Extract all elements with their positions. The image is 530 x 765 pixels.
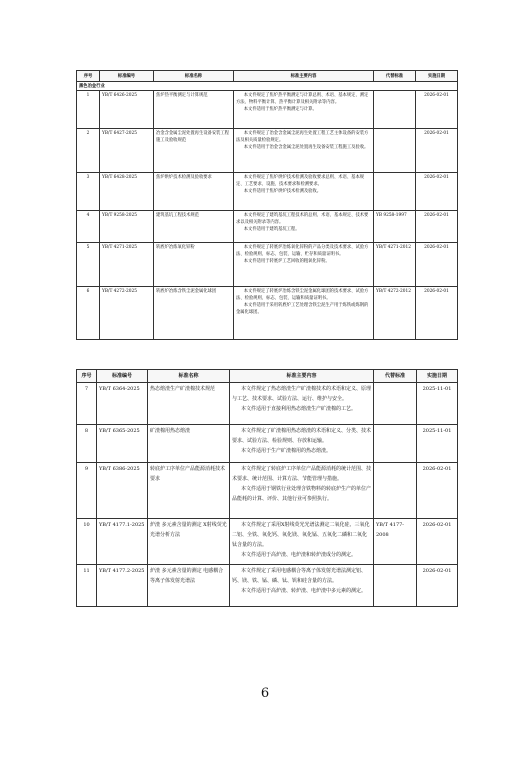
row-number: 1 [77, 91, 100, 129]
header-replaced: 代替标准 [374, 71, 416, 82]
standard-content [234, 129, 374, 173]
implementation-date: 2026-02-01 [416, 211, 458, 243]
standard-name: 炉渣 多元素含量的测定 电感耦合等离子体发射光谱法 [148, 565, 230, 607]
standard-code: YB/T 6386-2025 [97, 463, 148, 519]
standard-content [230, 519, 374, 565]
standard-code: YB/T 4272-2025 [100, 287, 154, 340]
content-paragraph: 本文件规定了转底炉冶炼含铁尘泥金属化球团的技术要求、试验方法、检验规则、标志、包装、运输和质量证明书。 [236, 288, 369, 301]
category-row [77, 82, 458, 91]
content-paragraph: 本文件适用于转底炉工艺回收的粗氧化锌粉。 [243, 258, 330, 264]
standard-name: 焦炉烘炉技术检测及验收要求 [154, 173, 234, 211]
replaced-standard: YB/T 4177-2008 [374, 519, 417, 565]
standard-content [234, 211, 374, 243]
standard-code: YB/T 6426-2025 [100, 91, 154, 129]
header-no: 序号 [77, 370, 97, 383]
content-paragraph: 本文件规定了焦炉烘炉技术检测及验收要求总则、术语、基本规定、工艺要求、设施、技术要求和检测要求。 [236, 174, 365, 187]
content-paragraph: 本文件规定了热态熔渣生产矿渣棉技术的术语和定义、原理与工艺、技术要求、试验方法、运行、维护与安全。 [232, 385, 372, 402]
standard-name: 热态熔渣生产矿渣棉技术规范 [148, 383, 230, 425]
header-code: 标准编号 [100, 71, 154, 82]
content-paragraph: 本文件适用于高炉渣、转炉渣、电炉渣中多元素的测定。 [241, 587, 367, 594]
content-paragraph: 本文件规定了转底炉工序单位产品能源消耗的统计范围、技术要求、统计范围、计算方法、节能管理与措施。 [232, 465, 372, 482]
standard-name: 转底炉冶炼含铁尘泥金属化球团 [154, 287, 234, 340]
header-content: 标准主要内容 [230, 370, 374, 383]
standard-name: 建筑基坑工程技术规范 [154, 211, 234, 243]
implementation-date: 2026-02-01 [416, 243, 458, 287]
table-row [77, 463, 458, 519]
table-row [77, 211, 458, 243]
implementation-date: 2026-02-01 [417, 565, 458, 607]
implementation-date: 2026-02-01 [417, 519, 458, 565]
standard-code: YB/T 4177.2-2025 [97, 565, 148, 607]
replaced-standard: YB/T 4272-2012 [374, 287, 416, 340]
header-date: 实施日期 [416, 71, 458, 82]
standards-table-1 [76, 70, 458, 340]
row-number: 6 [77, 287, 100, 340]
table-row [77, 565, 458, 607]
implementation-date: 2025-11-01 [417, 425, 458, 463]
header-code: 标准编号 [97, 370, 148, 383]
replaced-standard: YB 9258-1997 [374, 211, 416, 243]
implementation-date: 2026-02-01 [416, 129, 458, 173]
row-number: 5 [77, 243, 100, 287]
content-paragraph: 本文件适用于冶金含金属尘泥处置再生设备安装工程施工及验收。 [243, 144, 369, 150]
content-paragraph: 本文件规定了冶金含金属尘泥再生处置工程工艺主体设备的安装方法及相关质量检验规定。 [236, 130, 369, 143]
replaced-standard [374, 173, 416, 211]
standard-content [234, 173, 374, 211]
implementation-date: 2026-02-01 [416, 287, 458, 340]
replaced-standard [374, 463, 417, 519]
content-paragraph: 本文件适用于直接利用热态熔渣生产矿渣棉的工艺。 [241, 405, 357, 412]
table-row [77, 287, 458, 340]
row-number: 10 [77, 519, 97, 565]
table-row [77, 383, 458, 425]
content-paragraph: 本文件适用于钢铁行业处理含铁物料的转底炉生产的单位产品能耗的计算、评价、其他行业可参照执行。 [232, 485, 372, 502]
content-paragraph: 本文件规定了矿渣棉用热态熔渣的术语和定义、分类、技术要求、试验方法、检验规则、存放和运输。 [232, 427, 372, 444]
replaced-standard [374, 129, 416, 173]
header-content: 标准主要内容 [234, 71, 374, 82]
standard-code: YB/T 6365-2025 [97, 425, 148, 463]
replaced-standard [374, 91, 416, 129]
content-paragraph: 本文件规定了建筑基坑工程技术的总则、术语、基本规定、技术要求以及相关附录等内容。 [236, 212, 369, 225]
standard-name: 矿渣棉用热态熔渣 [148, 425, 230, 463]
implementation-date: 2026-02-01 [416, 173, 458, 211]
table-row [77, 129, 458, 173]
implementation-date: 2026-02-01 [417, 463, 458, 519]
table-row [77, 243, 458, 287]
standard-code: YB/T 6428-2025 [100, 173, 154, 211]
standard-content [230, 425, 374, 463]
standard-content [230, 383, 374, 425]
standard-name: 转底炉工序单位产品能源消耗技术要求 [148, 463, 230, 519]
page-number: 6 [260, 686, 270, 701]
table-header-row [77, 370, 458, 383]
row-number: 2 [77, 129, 100, 173]
replaced-standard [374, 383, 417, 425]
content-paragraph: 本文件适用于焦炉烘炉技术检测及验收。 [243, 188, 322, 194]
content-paragraph: 本文件适用于高炉渣、电炉渣和转炉渣成分的测定。 [241, 551, 357, 558]
row-number: 11 [77, 565, 97, 607]
category-label: 黑色冶金行业 [77, 82, 458, 91]
row-number: 4 [77, 211, 100, 243]
implementation-date: 2026-02-01 [416, 91, 458, 129]
header-name: 标准名称 [148, 370, 230, 383]
header-replaced: 代替标准 [374, 370, 417, 383]
header-name: 标准名称 [154, 71, 234, 82]
content-paragraph: 本文件规定了采用电感耦合等离子体发射光谱法测定铝、钙、镁、铁、锰、磷、钛、钒和硅含量的方法。 [232, 567, 367, 584]
standard-name: 冶金含金属尘泥处置再生设备安装工程施工及验收规范 [154, 129, 234, 173]
row-number: 7 [77, 383, 97, 425]
replaced-standard [374, 565, 417, 607]
content-paragraph: 本文件规定了转底炉冶炼氧化锌粉的产品分类及技术要求、试验方法、检验规则、标志、包装、运输、贮存和质量证明书。 [236, 244, 369, 257]
standard-content [230, 463, 374, 519]
standard-content [230, 565, 374, 607]
implementation-date: 2025-11-01 [417, 383, 458, 425]
table-header-row [77, 71, 458, 82]
content-paragraph: 本文件适用于建筑基坑工程。 [243, 226, 300, 232]
content-paragraph: 本文件规定了焦炉热平衡测定与计算总则、术语、基本规定、测定方法、物料平衡计算、热平衡计算及相关附录等内容。 [236, 92, 369, 105]
content-paragraph: 本文件适用于焦炉热平衡测定与计算。 [243, 106, 317, 112]
standard-code: YB/T 6364-2025 [97, 383, 148, 425]
replaced-standard [374, 425, 417, 463]
standard-name: 炉渣 多元素含量的测定 X射线荧光光谱分析方法 [148, 519, 230, 565]
table-row [77, 173, 458, 211]
standard-content [234, 243, 374, 287]
row-number: 9 [77, 463, 97, 519]
standard-code: YB/T 9258-2025 [100, 211, 154, 243]
table-row [77, 425, 458, 463]
table-row [77, 519, 458, 565]
row-number: 3 [77, 173, 100, 211]
replaced-standard: YB/T 4271-2012 [374, 243, 416, 287]
header-date: 实施日期 [417, 370, 458, 383]
standard-name: 焦炉热平衡测定与计算规范 [154, 91, 234, 129]
standard-content [234, 91, 374, 129]
standard-code: YB/T 4271-2025 [100, 243, 154, 287]
row-number: 8 [77, 425, 97, 463]
standard-name: 转底炉冶炼氧化锌粉 [154, 243, 234, 287]
standard-code: YB/T 4177.1-2025 [97, 519, 148, 565]
content-paragraph: 本文件适用于采用转底炉工艺处理含铁尘泥生产用于炼铁或炼钢的金属化球团。 [236, 302, 369, 315]
header-no: 序号 [77, 71, 100, 82]
table-row [77, 91, 458, 129]
content-paragraph: 本文件适用于生产矿渣棉用的热态熔渣。 [241, 447, 332, 454]
standard-code: YB/T 6427-2025 [100, 129, 154, 173]
standard-content [234, 287, 374, 340]
content-paragraph: 本文件规定了采用X射线荧光光谱法测定二氧化硅、三氧化二铝、全铁、氧化钙、氧化镁、氧化锰、五氧化二磷和二氧化钛含量的方法。 [232, 521, 370, 548]
standards-table-2 [76, 369, 458, 607]
